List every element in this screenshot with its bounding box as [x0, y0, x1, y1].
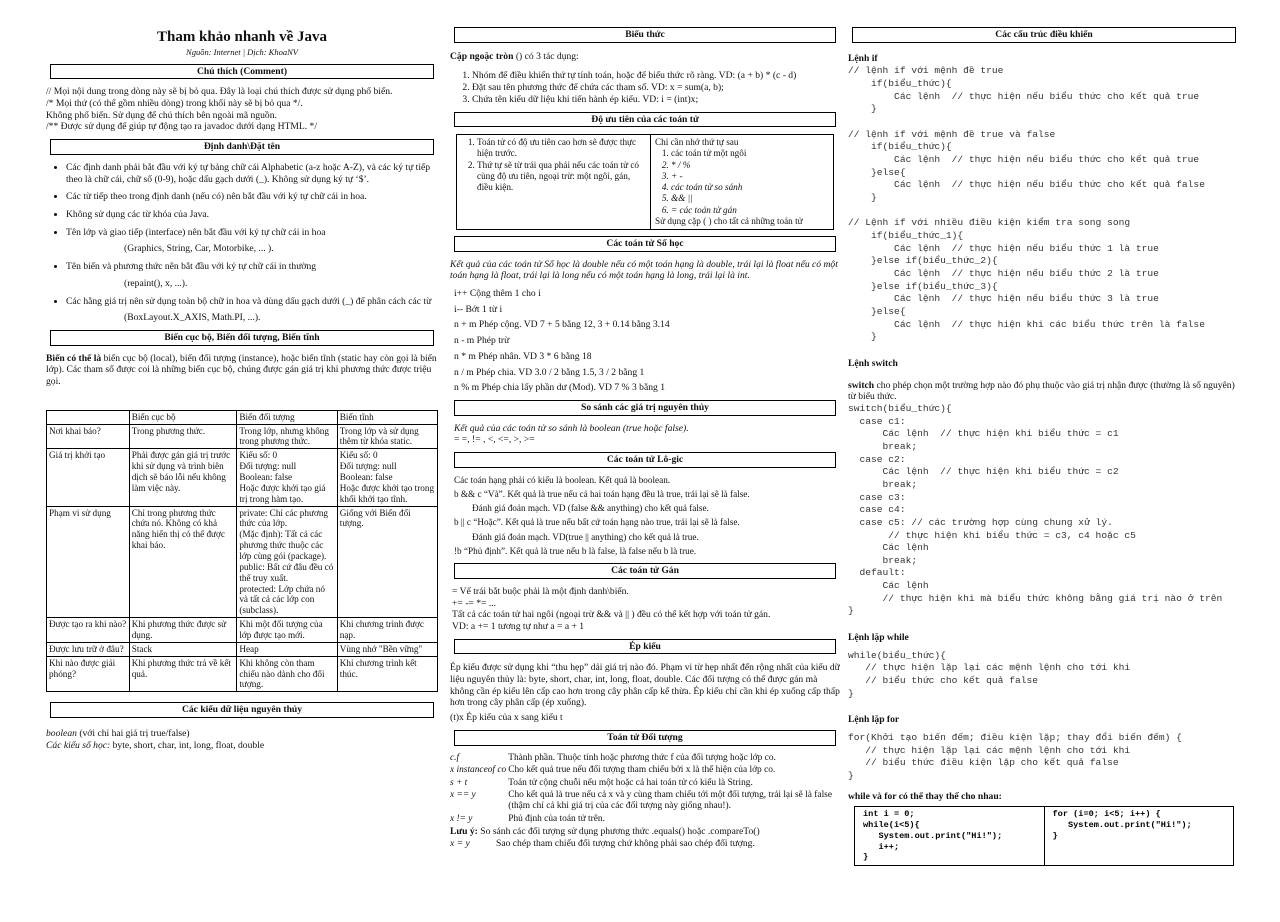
arith-line: i++ Cộng thêm 1 cho i — [454, 288, 541, 300]
assign-section — [450, 586, 840, 633]
objops-row — [450, 778, 836, 790]
objops-operator: s + t — [450, 777, 468, 788]
primitives-line — [46, 740, 438, 752]
logic-heading: Các toán tử Lô-gic — [454, 452, 836, 468]
variables-intro-text: biến cục bộ (local), biến đối tượng (instance), hoặc biến tĩnh (static hay còn gọi là biến lớp). Các tham số được coi là những biến cục bộ, chúng được gán giá trị khi phương thức được triệu gọi. — [46, 352, 437, 388]
precedence-order-item: 6. = các toán tử gán — [671, 205, 829, 216]
naming-item — [66, 191, 438, 203]
arith-line: n * m Phép nhân. VD 3 * 6 bằng 18 — [454, 350, 592, 362]
variables-cell: Khi không còn tham chiếu nào dành cho đối tượng. — [237, 656, 337, 692]
if-code: // lệnh if với mệnh đề true if(biểu_thức){ Các lệnh // thực hiện nếu biểu thức cho kết quả true } // lệnh if với mệnh đề true và false if(biểu_thức){ Các lệnh // thực hiện nếu biểu thức cho kết quả true }else{ Các lệnh // thực hiện nếu biểu thức cho kết quả false } // Lệnh if với nhiều điều kiện kiểm tra song song if(biểu_thức_1){ Các lệnh // thực hiện nếu biểu thức 1 là true }else if(biểu_thức_2){ Các lệnh // thực hiện nếu biểu thức 2 là true }else if(biểu_thức_3){ Các lệnh // thực hiện nếu biểu thức 3 là true }else{ Các lệnh // thực hiện khi các biểu thức trên là false } — [848, 65, 1205, 343]
comment-line: /** Được sử dụng để giúp tự động tạo ra javadoc dưới dạng HTML. */ — [46, 121, 318, 133]
column-left — [46, 22, 438, 751]
objops-row — [450, 790, 836, 814]
precedence-order-item: 4. các toán tử so sánh — [671, 182, 829, 193]
compare-operators: = =, != , <, <=, >, >= — [454, 434, 535, 446]
naming-example: (BoxLayout.X_AXIS, Math.PI, ...). — [124, 312, 261, 324]
switch-heading: Lệnh switch — [848, 357, 898, 369]
table-row — [47, 618, 438, 643]
objops-table — [450, 753, 836, 827]
objops-operator: c.f — [450, 752, 460, 763]
assign-line: += -= *= ... — [452, 597, 497, 609]
arith-line: n + m Phép cộng. VD 7 + 5 bằng 12, 3 + 0.14 bằng 3.14 — [454, 319, 670, 331]
naming-list — [46, 162, 438, 324]
variables-cell: Giống với Biến đối tượng. — [337, 506, 437, 618]
for-sample-cell — [1044, 807, 1234, 865]
variables-header-cell: Biến cục bộ — [129, 410, 237, 424]
naming-heading: Định danh\Đặt tên — [50, 139, 434, 155]
naming-item-text: Tên biến và phương thức nên bắt đầu với ký tự chữ cái in thường — [66, 261, 317, 273]
switch-intro-text: cho phép chọn một trường hợp nào đó phụ thuộc vào giá trị nhận được (thường là số nguyên) từ biểu thức. — [848, 379, 1235, 403]
page-title: Tham khảo nhanh về Java — [156, 29, 328, 45]
naming-item — [66, 227, 438, 255]
precedence-order-footer: Sử dụng cặp ( ) cho tất cả những toán tử — [655, 215, 803, 226]
objops-note — [450, 826, 840, 838]
arith-heading: Các toán tử Số học — [454, 236, 836, 252]
objops-note-text: So sánh các đối tượng sử dụng phương thức .equals() hoặc .compareTo() — [477, 826, 760, 838]
variables-cell: Khi chương trình kết thúc. — [337, 656, 437, 692]
expressions-item: 2. Đặt sau tên phương thức để chứa các tham số. VD: x = sum(a, b); — [472, 82, 840, 94]
variables-row-label: Khi nào được giải phóng? — [47, 656, 130, 692]
naming-item — [66, 296, 438, 324]
expressions-intro-bold: Cặp ngoặc tròn — [450, 50, 514, 62]
variables-intro-bold: Biến có thể là — [46, 352, 102, 364]
primitives-label: boolean — [46, 728, 77, 740]
objops-operator: x instanceof co — [450, 765, 507, 776]
naming-item — [66, 209, 438, 221]
while-heading: Lệnh lặp while — [848, 632, 909, 644]
naming-example: (Graphics, String, Car, Motorbike, ... ). — [124, 243, 274, 255]
switch-intro-bold: switch — [848, 379, 875, 391]
variables-cell: Kiểu số: 0 Đối tượng: null Boolean: false Hoặc được khởi tạo trong khối khởi tạo tĩnh. — [337, 449, 437, 506]
objops-last-text: Sao chép tham chiếu đối tượng chứ không phải sao chép đối tượng. — [496, 838, 755, 850]
logic-line: Các toán hạng phải có kiểu là boolean. Kết quả là boolean. — [454, 474, 671, 485]
variables-header-cell: Biến tĩnh — [337, 410, 437, 424]
if-heading: Lệnh if — [848, 52, 878, 64]
while-sample-cell — [855, 807, 1044, 865]
variables-cell: Khi một đối tượng của lớp được tạo mới. — [237, 618, 337, 643]
variables-row-label: Được tạo ra khi nào? — [47, 618, 130, 643]
assign-line: = Vế trái bắt buộc phải là một định danh\biến. — [452, 585, 629, 597]
primitives-text: byte, short, char, int, long, float, double — [110, 739, 265, 751]
precedence-order — [651, 135, 833, 229]
variables-cell: Khi chương trình được nạp. — [337, 618, 437, 643]
precedence-rule: 1. Toán tử có độ ưu tiên cao hơn sẽ được thực hiện trước. — [477, 137, 646, 159]
objops-row — [450, 814, 836, 826]
variables-cell: Trong lớp và sử dụng thêm từ khóa static. — [337, 424, 437, 449]
assign-heading: Các toán tử Gán — [454, 563, 836, 579]
objops-desc: Cho kết quả true nếu đối tượng tham chiếu bởi x là thể hiện của lớp co. — [508, 765, 776, 776]
arith-line: i-- Bớt 1 từ i — [454, 303, 503, 315]
logic-line: Đánh giá đoản mạch. VD(true || anything) cho kết quả là true. — [472, 531, 699, 542]
for-sample: for (i=0; i<5; i++) { System.out.print("Hi!"); } — [1052, 809, 1192, 841]
swap-heading: while và for có thể thay thế cho nhau: — [848, 790, 1002, 802]
comment-line: Không phổ biến. Sử dụng để chú thích bên ngoài mã nguồn. — [46, 109, 277, 121]
while-code: while(biểu_thức){ // thực hiện lặp lại các mệnh lệnh cho tới khi // biểu thức cho kết quả false } — [848, 649, 1131, 699]
variables-row-label: Phạm vi sử dụng — [47, 506, 130, 618]
for-heading: Lệnh lặp for — [848, 714, 900, 726]
objops-row — [450, 753, 836, 765]
variables-cell: Khi phương thức được sử dụng. — [129, 618, 237, 643]
table-row — [47, 656, 438, 692]
variables-cell: Vùng nhớ "Bền vững" — [337, 642, 437, 656]
cast-paragraph: Ép kiểu được sử dụng khi “thu hẹp” dải giá trị nào đó. Phạm vi từ hẹp nhất đến rộng nhất của kiểu dữ liệu nguyên thủy là: byte, short, char, int, long, float, double. Các đối tượng có thể được gán mà không cần ép kiểu lên cấp cao hơn trong cây phân cấp kế thừa. Ép kiểu chỉ cần khi ép xuống cấp thấp hơn trong cây phân cấp (ép xuống). — [450, 662, 840, 709]
naming-item-text: Các từ tiếp theo trong định danh (nếu có) nên bắt đầu với ký tự chữ cái in hoa. — [66, 191, 367, 203]
variables-cell: Khi phương thức trả về kết quả. — [129, 656, 237, 692]
primitives-text: (với chỉ hai giá trị true/false) — [76, 728, 190, 740]
variables-cell: Chỉ trong phương thức chứa nó. Không có khả năng hiển thị có thể được khai báo. — [129, 506, 237, 618]
precedence-heading: Độ ưu tiên của các toán tử — [454, 112, 836, 128]
objops-desc: Toán tử cộng chuỗi nếu một hoặc cả hai toán tử có kiểu là String. — [508, 777, 753, 788]
control-heading: Các cấu trúc điều khiển — [852, 27, 1236, 43]
table-row — [47, 642, 438, 656]
variables-header-row — [47, 410, 438, 424]
variables-cell: Stack — [129, 642, 237, 656]
arith-line: n / m Phép chia. VD 3.0 / 2 bằng 1.5, 3 / 2 bằng 1 — [454, 366, 645, 378]
variables-row-label: Nơi khai báo? — [47, 424, 130, 449]
page-subtitle: Nguồn: Internet | Dịch: KhoaNV — [186, 47, 298, 58]
table-row — [47, 506, 438, 618]
variables-cell: Trong phương thức. — [129, 424, 237, 449]
variables-cell: Phải được gán giá trị trước khi sử dụng và trình biên dịch sẽ báo lỗi nếu không làm việc này. — [129, 449, 237, 506]
objops-operator: x == y — [450, 789, 476, 800]
objops-desc: Cho kết quả là true nếu cả x và y cùng tham chiếu tới một đối tượng, trái lại sẽ là false (thậm chí cả khi giá trị của các đối tượng này giống nhau!). — [508, 789, 832, 812]
objops-last — [450, 838, 840, 850]
expressions-item: 3. Chứa tên kiểu dữ liệu khi tiến hành ép kiểu. VD: i = (int)x; — [472, 94, 840, 106]
expressions-list — [450, 70, 840, 105]
variables-row-label: Giá trị khởi tạo — [47, 449, 130, 506]
expressions-item: 1. Nhóm để điều khiển thứ tự tính toán, hoặc để biểu thức rõ ràng. VD: (a + b) * (c - d) — [472, 70, 840, 82]
while-sample: int i = 0; while(i<5){ System.out.print("Hi!"); i++; } — [863, 809, 1003, 863]
assign-line: VD: a += 1 tương tự như a = a + 1 — [452, 620, 585, 632]
logic-line: b || c “Hoặc”. Kết quả là true nếu bất cứ toán hạng nào true, trái lại sẽ là false. — [454, 517, 740, 528]
precedence-order-title: Chỉ cần nhớ thứ tự sau — [655, 137, 739, 148]
arith-intro: Kết quả của các toán tử Số học là double nếu có một toán hạng là double, trái lại là float nếu có một toán hạng là float, trái lại là long nếu có một toán hạng là long, trái lại là int. — [450, 258, 838, 282]
naming-item-text: Không sử dụng các từ khóa của Java. — [66, 208, 210, 220]
naming-item-text: Các định danh phải bắt đầu với ký tự bảng chữ cái Alphabetic (a-z hoặc A-Z), và các ký tự tiếp theo là chữ cái, chữ số (0-9), hoặc dấu gạch dưới (_). Không sử dụng ký tự ‘$’. — [66, 161, 431, 185]
precedence-order-item: 2. * / % — [671, 160, 829, 171]
precedence-order-item: 1. các toán tử một ngôi — [671, 148, 829, 159]
column-right — [848, 22, 1240, 866]
primitives-line — [46, 728, 438, 740]
compare-section — [450, 423, 840, 446]
objops-operator: x != y — [450, 813, 473, 824]
cast-heading: Ép kiểu — [454, 639, 836, 655]
variables-header-cell: Biến đối tượng — [237, 410, 337, 424]
expressions-intro — [450, 51, 840, 63]
table-row — [47, 424, 438, 449]
primitives-heading: Các kiểu dữ liệu nguyên thủy — [50, 702, 434, 718]
compare-heading: So sánh các giá trị nguyên thủy — [454, 400, 836, 416]
comment-heading: Chú thích (Comment) — [50, 64, 434, 80]
naming-item-text: Các hằng giá trị nên sử dụng toàn bộ chữ in hoa và dùng dấu gạch dưới (_) để phân cách các từ — [66, 295, 432, 307]
precedence-order-item: 3. + - — [671, 171, 829, 182]
comment-section — [46, 86, 438, 133]
variables-cell: private: Chỉ các phương thức của lớp. (Mặc định): Tất cả các phương thức thuộc các lớp cùng gói (package). public: Bất cứ đâu đều có thể truy xuất. protected: Lớp chứa nó và tất cả các lớp con (subclass). — [237, 506, 337, 618]
naming-item — [66, 261, 438, 289]
comment-line: // Mọi nội dung trong dòng này sẽ bị bỏ qua. Đây là loại chú thích được sử dụng phổ biến. — [46, 86, 393, 98]
precedence-rules — [457, 135, 651, 229]
arith-line: n - m Phép trừ — [454, 335, 510, 347]
objops-note-bold: Lưu ý: — [450, 826, 478, 838]
expressions-heading: Biểu thức — [454, 27, 836, 43]
assign-line: Tất cả các toán tử hai ngôi (ngoại trừ && và || ) đều có thể kết hợp với toán tử gán. — [452, 609, 771, 621]
table-row — [47, 449, 438, 506]
switch-code: switch(biểu_thức){ case c1: Các lệnh // thực hiện khi biểu thức = c1 break; case c2: Các lệnh // thực hiện khi biểu thức = c2 break; case c3: case c4: case c5: // các trường hợp cùng chung xử lý. // thực hiện khi biểu thức = c3, c4 hoặc c5 Các lệnh break; default: Các lệnh // thực hiện khi mà biểu thức không bằng giá trị nào ở trên } — [848, 402, 1223, 617]
loop-comparison — [854, 806, 1234, 866]
naming-item — [66, 162, 438, 185]
expressions-intro-text: () có 3 tác dụng: — [513, 50, 579, 62]
primitives-label: Các kiểu số học: — [46, 739, 111, 751]
arith-line: n % m Phép chia lấy phần dư (Mod). VD 7 % 3 bằng 1 — [454, 382, 665, 394]
objops-desc: Phủ định của toán tử trên. — [508, 813, 605, 824]
objops-heading: Toán tử Đối tượng — [454, 730, 836, 746]
precedence-order-item: 5. && || — [671, 193, 829, 204]
logic-section — [450, 475, 840, 557]
cast-example: (t)x Ép kiểu của x sang kiểu t — [450, 712, 563, 724]
for-code: for(Khởi tạo biến đếm; điều kiện lặp; thay đổi biến đếm) { // thực hiện lặp lại các mệnh lệnh cho tới khi // biểu thức điều kiện lặp cho kết quả false } — [848, 732, 1182, 782]
logic-line: b && c “Và”. Kết quả là true nếu cả hai toán hạng đều là true, trái lại sẽ là false. — [454, 489, 750, 500]
switch-intro — [848, 380, 1240, 403]
variables-cell: Trong lớp, nhưng không trong phương thức. — [237, 424, 337, 449]
variables-row-label: Được lưu trữ ở đâu? — [47, 642, 130, 656]
variables-cell: Kiểu số: 0 Đối tượng: null Boolean: false Hoặc được khởi tạo giá trị trong hàm tạo. — [237, 449, 337, 506]
column-middle — [450, 22, 840, 850]
objops-row — [450, 765, 836, 777]
precedence-table — [456, 134, 834, 230]
comment-line: /* Mọi thứ (có thể gồm nhiều dòng) trong khối này sẽ bị bỏ qua */. — [46, 98, 303, 110]
variables-intro — [46, 353, 438, 388]
precedence-rule: 2. Thứ tự sẽ từ trái qua phải nếu các toán tử có cùng độ ưu tiên, ngoại trừ: một ngôi, gán, điều kiện. — [477, 160, 646, 194]
variables-cell: Heap — [237, 642, 337, 656]
arith-list — [450, 288, 840, 394]
variables-table — [46, 410, 438, 693]
naming-example: (repaint(), x, ...). — [124, 277, 188, 289]
objops-desc: Thành phần. Thuộc tính hoặc phương thức f của đối tượng hoặc lớp co. — [508, 752, 776, 763]
compare-line: Kết quả của các toán tử so sánh là boolean (true hoặc false). — [454, 422, 689, 434]
variables-heading: Biến cục bộ, Biến đối tượng, Biến tĩnh — [50, 330, 434, 346]
logic-line: Đánh giá đoản mạch. VD (false && anything) cho kết quả false. — [472, 503, 709, 514]
variables-header-cell — [47, 410, 130, 424]
logic-line: !b “Phủ định”. Kết quả là true nếu b là false, là false nếu b là true. — [454, 545, 697, 556]
naming-item-text: Tên lớp và giao tiếp (interface) nên bắt đầu với ký tự chữ cái in hoa — [66, 226, 326, 238]
objops-last-label: x = y — [450, 838, 470, 850]
